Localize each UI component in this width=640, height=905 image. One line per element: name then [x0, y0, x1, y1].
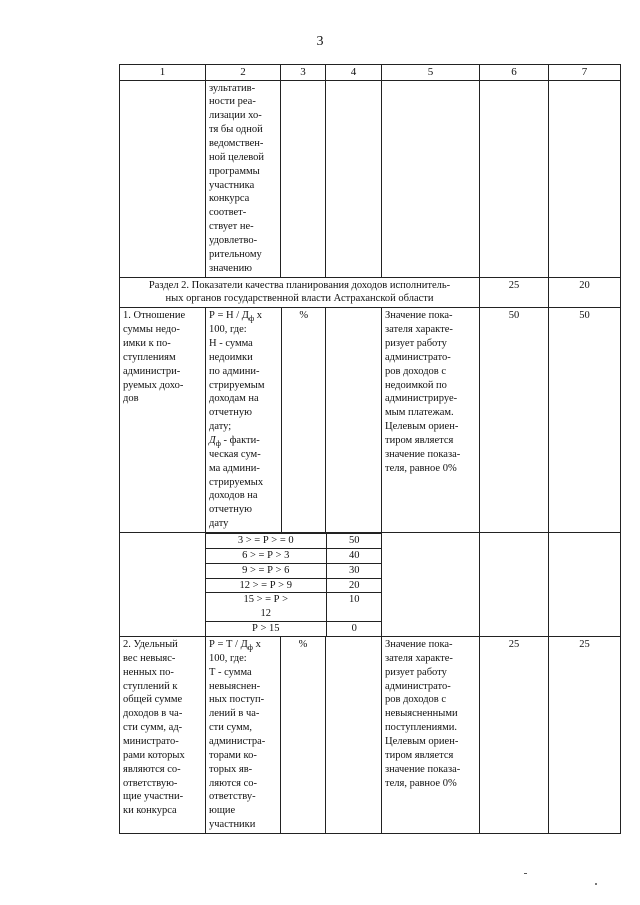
indicator-1-description: Значение пока- зателя характе- ризует работу администрато- ров доходов с недоимкой по администрируе- мым платежам. Целевым ориен- тиром является значение показа- теля, равное 0%	[382, 308, 480, 533]
indicator-1-col6: 50	[480, 308, 549, 533]
scale-row-item: 12 > = Р > 9 20	[206, 578, 382, 593]
section-2-title: Раздел 2. Показатели качества планирования доходов исполнитель- ных органов государственной власти Астраханской области	[120, 277, 480, 308]
header-cell: 2	[206, 65, 281, 81]
section-2-col6: 25	[480, 277, 549, 308]
scale-row-item: 9 > = Р > 6 30	[206, 563, 382, 578]
scoring-scale	[206, 533, 382, 637]
scale-row-item: 15 > = Р > 12 10	[206, 593, 382, 622]
header-cell: 3	[281, 65, 326, 81]
scale-row-item: Р > 15 0	[206, 622, 382, 636]
header-cell: 5	[382, 65, 480, 81]
indicator-1-name: 1. Отношение суммы недо- имки к по- ступлениям администри- руемых дохо- дов	[120, 308, 206, 533]
indicator-2-description: Значение пока- зателя характе- ризует работу администрато- ров доходов с невыясненными поступлениями. Целевым ориен- тиром является значение показа- теля, равное 0%	[382, 637, 480, 834]
header-cell: 7	[549, 65, 621, 81]
indicator-2-col6: 25	[480, 637, 549, 834]
indicator-1-col7: 50	[549, 308, 621, 533]
scale-row-item: 3 > = Р > = 0 50	[206, 534, 382, 549]
indicator-1-formula-block	[206, 308, 326, 533]
indicator-2-col7: 25	[549, 637, 621, 834]
carryover-row	[120, 80, 621, 277]
scale-row	[120, 533, 621, 637]
page-number: 3	[316, 34, 324, 49]
indicator-1-formula: $Р = Н / Д_ф$ х 100, где: Н - сумма недоимки по админи- стрируемым доходам на отчетную дату; $Д_ф$ - факти- ческая сум- ма админи- стрируемых доходов на отчетную дату	[209, 310, 265, 530]
scan-speck	[595, 883, 597, 885]
scale-row-item: 6 > = Р > 3 40	[206, 548, 382, 563]
indicators-table	[119, 64, 621, 834]
indicator-2-unit: %	[281, 637, 326, 834]
section-2-col7: 20	[549, 277, 621, 308]
header-cell: 6	[480, 65, 549, 81]
section-2-row	[120, 277, 621, 308]
header-row	[120, 65, 621, 81]
indicator-2-formula: $Р = Т / Д_ф$ х 100, где: Т - сумма невыяснен- ных поступ- лений в ча- сти сумм, администра- торами ко- торых яв- ляются со- ответству- ющие участники	[206, 637, 281, 834]
header-cell: 1	[120, 65, 206, 81]
carryover-text: зультатив- ности реа- лизации хо- тя бы одной ведомствен- ной целевой программы участника конкурса соответ- ствует не- удовлетво- рительному значению	[206, 80, 281, 277]
header-cell: 4	[326, 65, 382, 81]
scan-speck	[524, 873, 527, 874]
indicator-row-2	[120, 637, 621, 834]
indicator-row-1	[120, 308, 621, 533]
indicator-2-name: 2. Удельный вес невыяс- ненных по- ступлений к общей сумме доходов в ча- сти сумм, ад- министрато- рами которых являются со- ответствую- щие участни- ки конкурса	[120, 637, 206, 834]
indicator-1-unit: %	[281, 308, 326, 532]
